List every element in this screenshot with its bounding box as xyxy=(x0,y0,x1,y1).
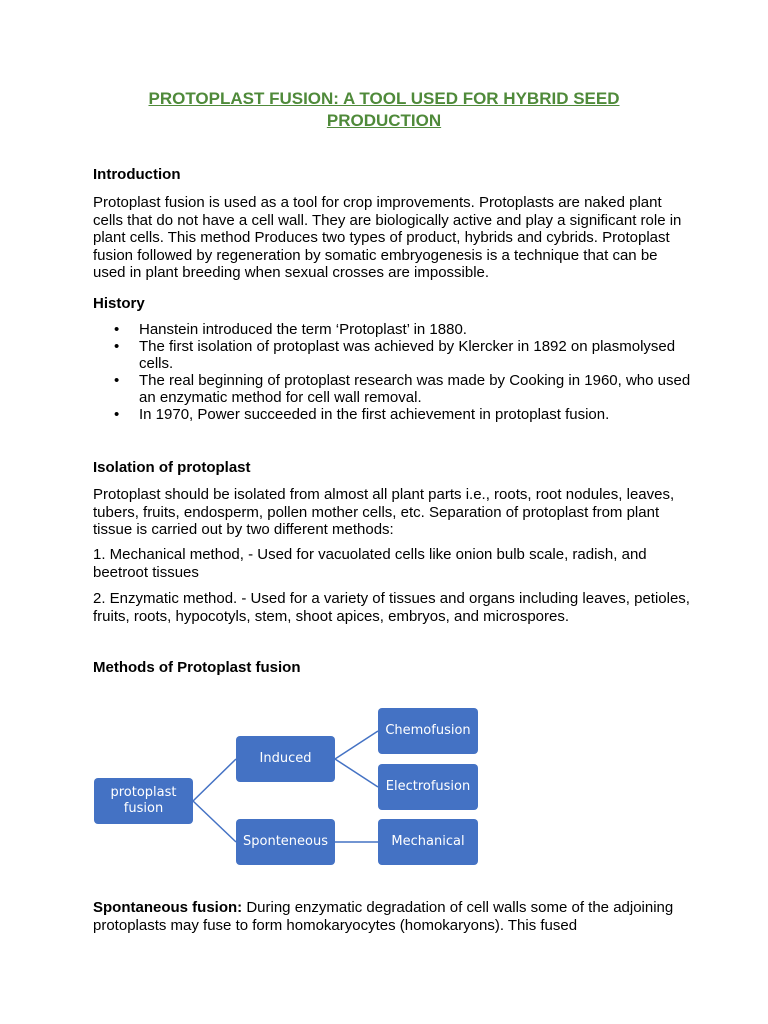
document-title: PROTOPLAST FUSION: A TOOL USED FOR HYBRID SEED PRODUCTION xyxy=(148,89,620,130)
diagram-node-chemofusion: Chemofusion xyxy=(378,708,478,754)
enzymatic-method-paragraph: 2. Enzymatic method. - Used for a variety of tissues and organs including leaves, petioles, fruits, roots, hypocotyls, stem, shoot apices, embryos, and microspores. xyxy=(93,590,690,625)
history-item: • The real beginning of protoplast research was made by Cooking in 1960, who used an enzymatic method for cell wall removal. xyxy=(93,372,693,406)
mechanical-method-paragraph: 1. Mechanical method, - Used for vacuolated cells like onion bulb scale, radish, and beetroot tissues xyxy=(93,546,647,581)
isolation-heading: Isolation of protoplast xyxy=(93,459,251,476)
history-item: • In 1970, Power succeeded in the first achievement in protoplast fusion. xyxy=(93,406,693,423)
connector-root-induced xyxy=(193,759,236,801)
diagram-node-induced: Induced xyxy=(236,736,335,782)
introduction-paragraph: Protoplast fusion is used as a tool for crop improvements. Protoplasts are naked plant cells that do not have a cell wall. They are biologically active and play a significant role in plant cells. This method Produces two types of product, hybrids and cybrids. Protoplast fusion followed by regeneration by somatic embryogenesis is a technique that can be used in plant breeding when sexual crosses are impossible. xyxy=(93,194,682,282)
history-item: • Hanstein introduced the term ‘Protoplast’ in 1880. xyxy=(93,321,693,338)
history-heading: History xyxy=(93,295,145,312)
connector-induced-chemofusion xyxy=(335,731,378,759)
spontaneous-fusion-label: Spontaneous fusion: xyxy=(93,899,243,916)
diagram-node-spontaneous: Sponteneous xyxy=(236,819,335,865)
isolation-paragraph: Protoplast should be isolated from almost all plant parts i.e., roots, root nodules, leaves, tubers, fruits, endosperm, pollen mother cells, etc. Separation of protoplast from plant tissue is carried out by two different methods: xyxy=(93,486,675,539)
diagram-node-mechanical: Mechanical xyxy=(378,819,478,865)
spontaneous-fusion-paragraph xyxy=(93,899,693,934)
connector-induced-electrofusion xyxy=(335,759,378,787)
methods-heading: Methods of Protoplast fusion xyxy=(93,659,301,676)
fusion-methods-diagram xyxy=(0,690,768,880)
history-item: • The first isolation of protoplast was achieved by Klercker in 1892 on plasmolysed cells. xyxy=(93,338,693,372)
diagram-node-protoplast-fusion: protoplast fusion xyxy=(94,778,193,824)
connector-root-spontaneous xyxy=(193,801,236,842)
spontaneous-fusion-text: During enzymatic degradation of cell walls some of the adjoining protoplasts may fuse to form homokaryocytes (homokaryons). This fused xyxy=(93,899,674,934)
diagram-node-electrofusion: Electrofusion xyxy=(378,764,478,810)
introduction-heading: Introduction xyxy=(93,166,181,183)
history-list xyxy=(93,321,693,423)
